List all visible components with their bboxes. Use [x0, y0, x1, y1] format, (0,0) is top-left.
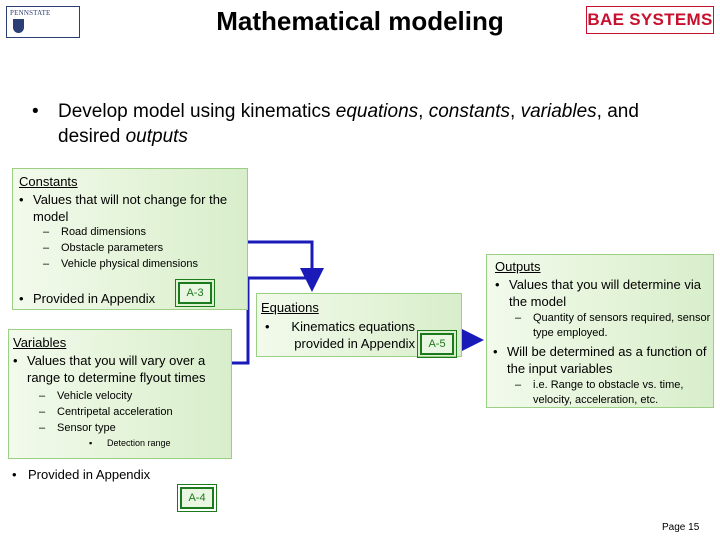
equations-bullet1: Kinematics equations provided in Appendix	[291, 319, 415, 351]
outputs-sub1: Quantity of sensors required, sensor type employed.	[533, 312, 711, 339]
main-bullet-text: Develop model using kinematics equations, constants, variables, and desired outputs	[58, 101, 639, 147]
variables-box	[8, 329, 232, 459]
dash: –	[515, 312, 522, 324]
bullet-dot: •	[12, 467, 17, 482]
bullet-dot: •	[493, 344, 498, 359]
constants-bullet2: Provided in Appendix	[33, 291, 156, 306]
page-title: Mathematical modeling	[216, 6, 504, 36]
bullet-dot: •	[265, 319, 270, 334]
bullet-dot: •	[19, 291, 24, 306]
variables-bullet1: Values that you will vary over a range to determine flyout times	[27, 353, 206, 385]
appendix-ref-a5[interactable]: A-5	[420, 333, 454, 355]
bae-logo-text: BAE SYSTEMS	[587, 10, 713, 29]
variables-bullet2: Provided in Appendix	[28, 467, 151, 482]
dash: –	[39, 406, 46, 418]
appendix-ref-a3[interactable]: A-3	[178, 282, 212, 304]
dash: –	[39, 390, 46, 402]
constants-sub1: Road dimensions	[61, 226, 146, 238]
outputs-bullet1: Values that you will determine via the model	[509, 277, 701, 309]
square-bullet: ▪	[89, 438, 93, 448]
variables-subsub1: Detection range	[107, 438, 171, 448]
constants-sub2: Obstacle parameters	[61, 242, 164, 254]
bullet-dot: •	[19, 192, 24, 207]
dash: –	[515, 379, 522, 391]
dash: –	[43, 226, 50, 238]
dash: –	[43, 242, 50, 254]
outputs-heading: Outputs	[495, 259, 541, 274]
bullet-dot: •	[13, 353, 18, 368]
pennstate-logo-text: PENNSTATE	[10, 9, 51, 17]
outputs-bullet2: Will be determined as a function of the input variables	[507, 344, 707, 376]
equations-heading: Equations	[261, 300, 319, 315]
outputs-box	[486, 254, 714, 408]
outputs-sub2: i.e. Range to obstacle vs. time, velocity, acceleration, etc.	[533, 379, 684, 406]
constants-bullet1: Values that will not change for the model	[33, 192, 228, 224]
constants-heading: Constants	[19, 174, 78, 189]
constants-sub3: Vehicle physical dimensions	[61, 258, 198, 270]
dash: –	[39, 422, 46, 434]
variables-sub1: Vehicle velocity	[57, 390, 133, 402]
page-number: Page 15	[662, 522, 700, 533]
variables-sub2: Centripetal acceleration	[57, 406, 173, 418]
bullet-dot: •	[495, 277, 500, 292]
variables-sub3: Sensor type	[57, 422, 116, 434]
constants-box	[12, 168, 248, 310]
dash: –	[43, 258, 50, 270]
appendix-ref-a4[interactable]: A-4	[180, 487, 214, 509]
bullet-dot: •	[32, 101, 39, 122]
variables-heading: Variables	[13, 335, 67, 350]
